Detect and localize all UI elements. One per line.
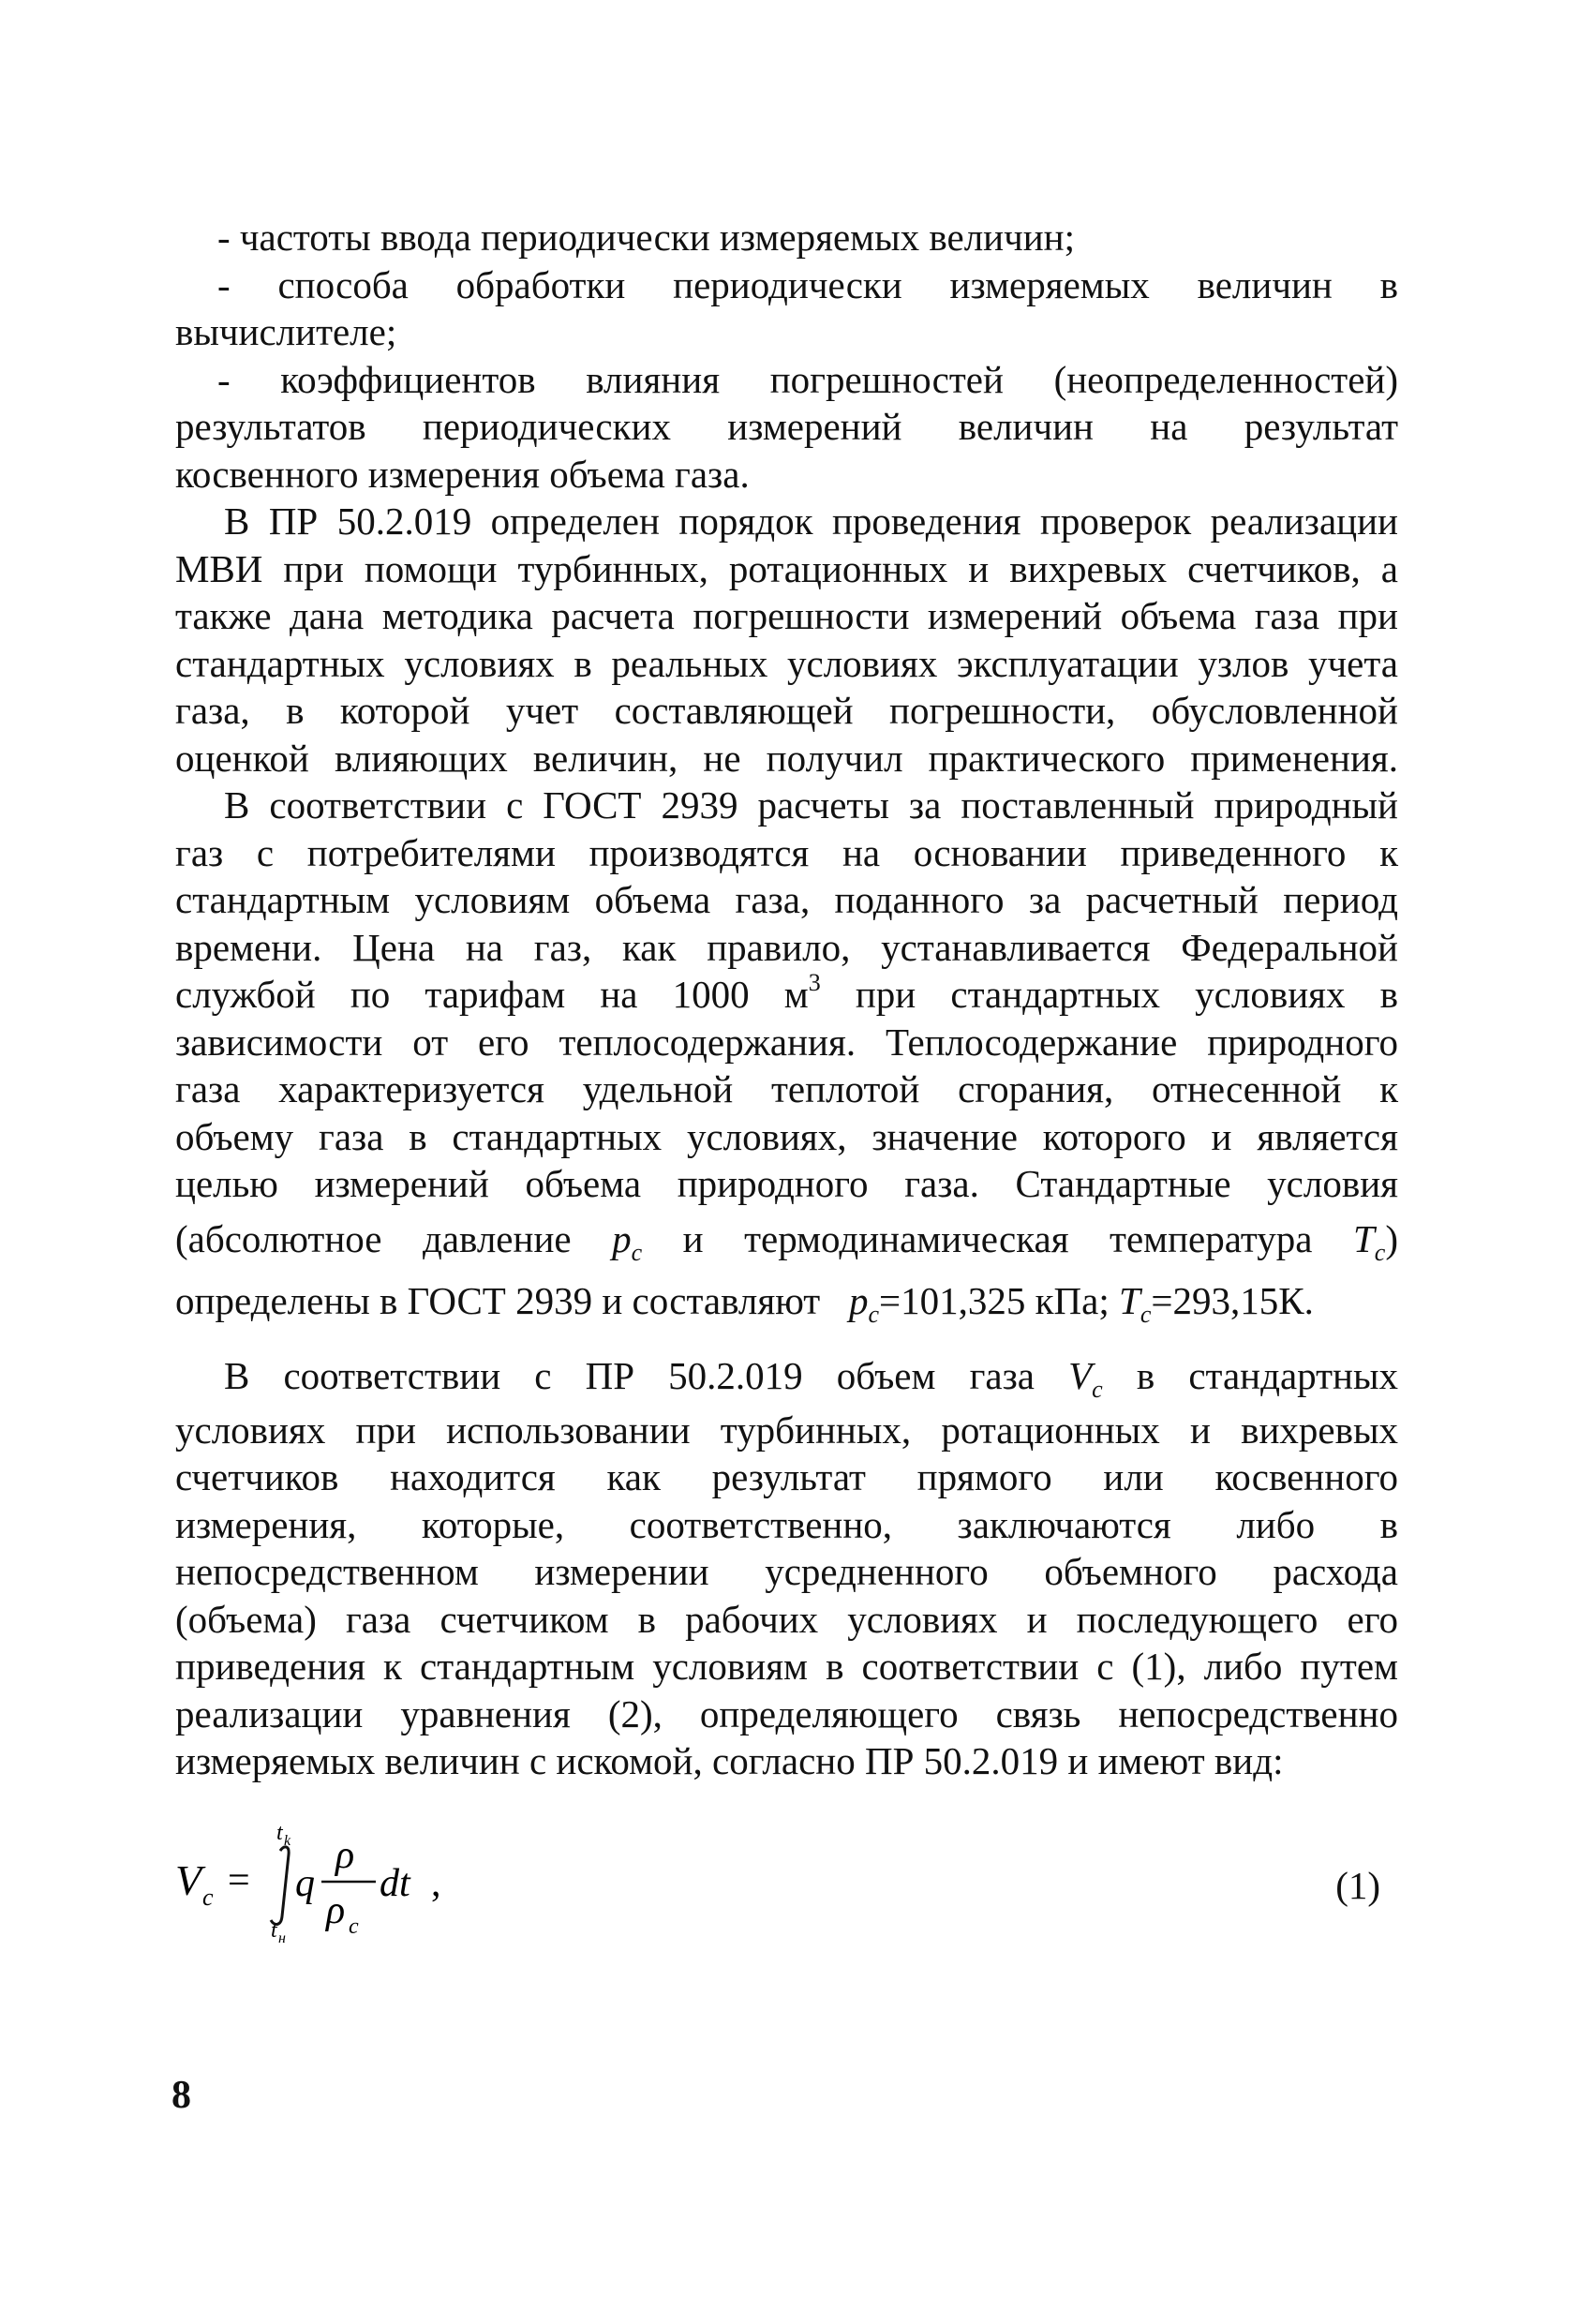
paragraph-2-line-9: целью измерений объема природного газа. Стандартные условия (175, 1162, 1398, 1205)
trailing-comma: , (431, 1862, 441, 1905)
pressure-text: (абсолютное давление (175, 1216, 572, 1260)
list-item-frequency: - частоты ввода периодически измеряемых величин; (217, 216, 1075, 259)
paragraph-2-line-10 (175, 1208, 1398, 1270)
pressure-value-subscript: c (868, 1300, 880, 1328)
paragraph-1-line-6: оценкой влияющих величин, не получил практического применения. (175, 736, 1398, 780)
paragraph-2-line-5 (175, 971, 1398, 1019)
temperature-text: и термодинамическая температура (682, 1216, 1313, 1260)
fraction-numerator: ρ (335, 1834, 355, 1877)
paragraph-1-line-3: также дана методика расчета погрешности измерений объема газа при (175, 594, 1398, 637)
paragraph-1-line-2: МВИ при помощи турбинных, ротационных и вихревых счетчиков, а (175, 546, 1398, 590)
list-item-method-line-2: вычислителе; (175, 310, 397, 353)
page-number: 8 (171, 2074, 191, 2117)
lower-limit: t (271, 1918, 277, 1943)
temperature-subscript: c (1374, 1238, 1386, 1266)
temperature-symbol: T (1352, 1216, 1375, 1260)
paragraph-1-line-5: газа, в которой учет составляющей погрешности, обусловленной (175, 689, 1398, 732)
paragraph-3-line-5: непосредственном измерении усредненного объемного расхода (175, 1550, 1398, 1593)
equation-1 (171, 1813, 1399, 1944)
fraction-denominator: ρ (326, 1889, 346, 1932)
list-item-coefficients-line-2: результатов периодических измерений величин на результат (175, 405, 1398, 448)
integrand-q: q (295, 1862, 315, 1905)
pressure-subscript: c (631, 1238, 643, 1266)
volume-subscript: c (1092, 1375, 1103, 1403)
paragraph-2-line-2: газ с потребителями производятся на основании приведенного к (175, 830, 1398, 874)
paragraph-1-line-4: стандартных условиях в реальных условиях эксплуатации узлов учета (175, 641, 1398, 685)
tariff-text-end: при стандартных условиях в (855, 973, 1398, 1016)
lhs-subscript: c (202, 1884, 214, 1911)
paragraph-2-line-11 (175, 1270, 1398, 1332)
equation-1-graphic (171, 1813, 640, 1944)
pressure-symbol: p (612, 1216, 632, 1260)
integral-sign (271, 1847, 289, 1925)
paragraph-2-line-8: объему газа в стандартных условиях, значение которого и является (175, 1114, 1398, 1158)
tariff-text: службой по тарифам на 1000 м (175, 973, 809, 1016)
standard-conditions-text: определены в ГОСТ 2939 и составляют (175, 1278, 821, 1322)
closing-paren: ) (1385, 1216, 1398, 1260)
paragraph-3-line-8: реализации уравнения (2), определяющего связь непосредственно (175, 1691, 1398, 1736)
paragraph-2-line-4: времени. Цена на газ, как правило, устанавливается Федеральной (175, 925, 1398, 969)
paragraph-3-line-7: приведения к стандартным условиям в соответствии с (1), либо путем (175, 1645, 1398, 1688)
lhs-symbol: V (175, 1856, 202, 1904)
paragraph-1-line-1: В ПР 50.2.019 определен порядок проведения проверок реализации (224, 499, 1398, 543)
paragraph-2-line-6: зависимости от его теплосодержания. Теплосодержание природного (175, 1020, 1398, 1064)
paragraph-2-line-1: В соответствии с ГОСТ 2939 расчеты за поставленный природный (224, 783, 1398, 827)
paragraph-3-line-9: измеряемых величин с искомой, согласно ПР 50.2.019 и имеют вид: (175, 1739, 1284, 1782)
temperature-value-subscript: c (1140, 1300, 1152, 1328)
pressure-value: =101,325 кПа; (879, 1278, 1110, 1322)
paragraph-2-line-3: стандартным условиям объема газа, поданного за расчетный период (175, 878, 1398, 921)
list-item-coefficients-line-1: - коэффициентов влияния погрешностей (неопределенностей) (217, 357, 1398, 401)
volume-text-end: в стандартных (1136, 1353, 1399, 1397)
upper-limit: t (276, 1821, 283, 1845)
volume-symbol: V (1068, 1353, 1093, 1397)
temperature-symbol-value: T (1119, 1278, 1140, 1322)
equals-sign: = (228, 1859, 250, 1902)
body-text (175, 214, 1398, 1785)
list-item-coefficients-line-3: косвенного измерения объема газа. (175, 452, 750, 496)
paragraph-3-line-3: счетчиков находится как результат прямого или косвенного (175, 1455, 1398, 1498)
fraction-denominator-subscript: c (349, 1914, 359, 1939)
pressure-symbol-value: p (848, 1278, 869, 1322)
paragraph-3-line-1 (175, 1345, 1398, 1407)
cubic-superscript: 3 (808, 969, 821, 996)
upper-limit-subscript: k (284, 1833, 291, 1849)
paragraph-3-line-2: условиях при использовании турбинных, ротационных и вихревых (175, 1408, 1398, 1452)
temperature-value: =293,15К. (1151, 1278, 1314, 1322)
equation-number: (1) (1335, 1864, 1380, 1907)
paragraph-3-line-4: измерения, которые, соответственно, заключаются либо в (175, 1502, 1398, 1546)
volume-text: В соответствии с ПР 50.2.019 объем газа (224, 1353, 1035, 1397)
list-item-method-line-1: - способа обработки периодически измеряемых величин в (217, 262, 1398, 306)
paragraph-3-line-6: (объема) газа счетчиком в рабочих условиях и последующего его (175, 1597, 1398, 1641)
lower-limit-subscript: н (278, 1930, 286, 1944)
differential-dt: dt (380, 1862, 410, 1905)
paragraph-2-line-7: газа характеризуется удельной теплотой сгорания, отнесенной к (175, 1067, 1398, 1110)
